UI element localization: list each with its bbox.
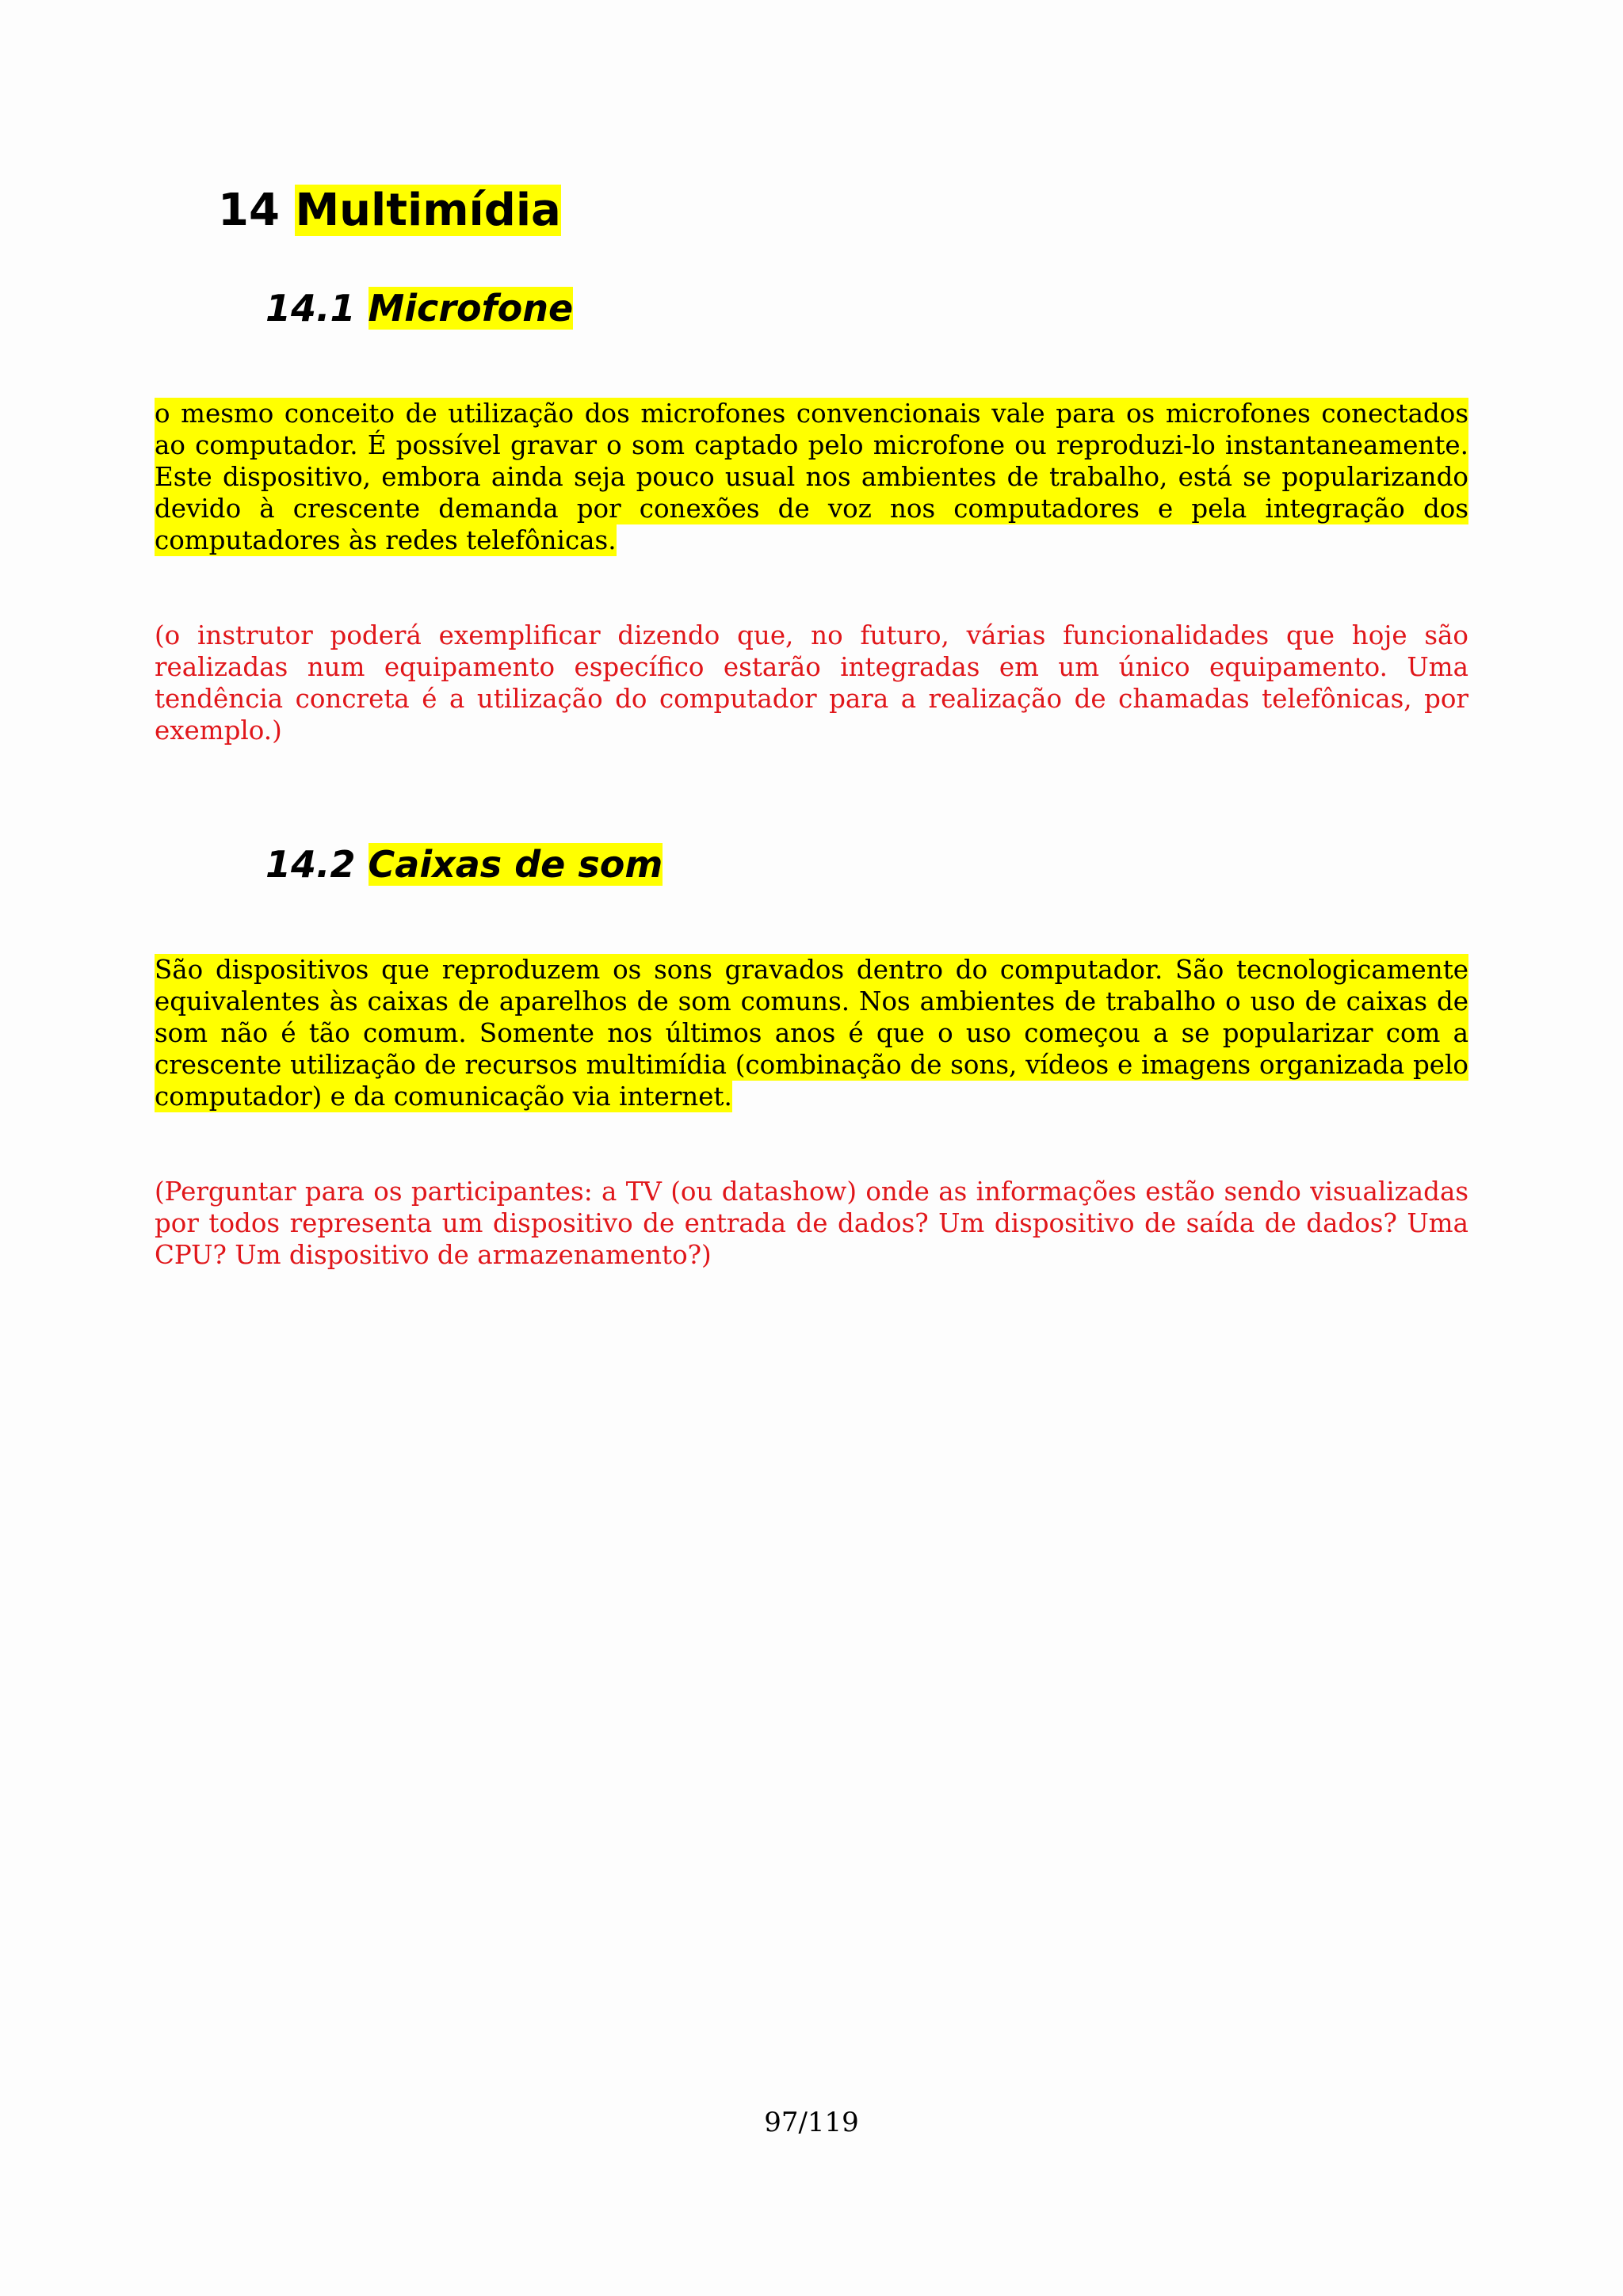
section-heading-microfone	[265, 285, 573, 331]
page-number: 97/119	[764, 2107, 859, 2138]
section-title: Microfone	[368, 287, 574, 330]
section-body-microfone	[155, 398, 1468, 556]
section-body-caixas-de-som	[155, 954, 1468, 1112]
section-number: 14.1	[265, 287, 356, 330]
chapter-heading	[218, 182, 561, 239]
instructor-note-microfone: (o instrutor poderá exemplificar dizendo que, no futuro, várias funcionalidades que hoje são realizadas num equipamento específico estarão integradas em um único equipamento. Uma tendência concreta é a utilização do computador para a realização de chamadas telefônicas, por exemplo.)	[155, 620, 1468, 746]
section-title: Caixas de som	[368, 843, 663, 886]
highlighted-body-text: o mesmo conceito de utilização dos microfones convencionais vale para os microfones conectados ao computador. É possível gravar o som captado pelo microfone ou reproduzi-lo instantaneamente. Este dispositivo, embora ainda seja pouco usual nos ambientes de trabalho, está se popularizando devido à crescente demanda por conexões de voz nos computadores e pela integração dos computadores às redes telefônicas.	[155, 399, 1468, 555]
section-heading-caixas-de-som	[265, 841, 663, 887]
chapter-title: Multimídia	[295, 185, 561, 236]
section-number: 14.2	[265, 843, 356, 886]
instructor-note-caixas-de-som: (Perguntar para os participantes: a TV (ou datashow) onde as informações estão sendo visualizadas por todos representa um dispositivo de entrada de dados? Um dispositivo de saída de dados? Uma CPU? Um dispositivo de armazenamento?)	[155, 1177, 1468, 1270]
highlighted-body-text: São dispositivos que reproduzem os sons gravados dentro do computador. São tecnologicamente equivalentes às caixas de aparelhos de som comuns. Nos ambientes de trabalho o uso de caixas de som não é tão comum. Somente nos últimos anos é que o uso começou a se popularizar com a crescente utilização de recursos multimídia (combinação de sons, vídeos e imagens organizada pelo computador) e da comunicação via internet.	[155, 955, 1468, 1112]
chapter-number: 14	[218, 185, 280, 236]
